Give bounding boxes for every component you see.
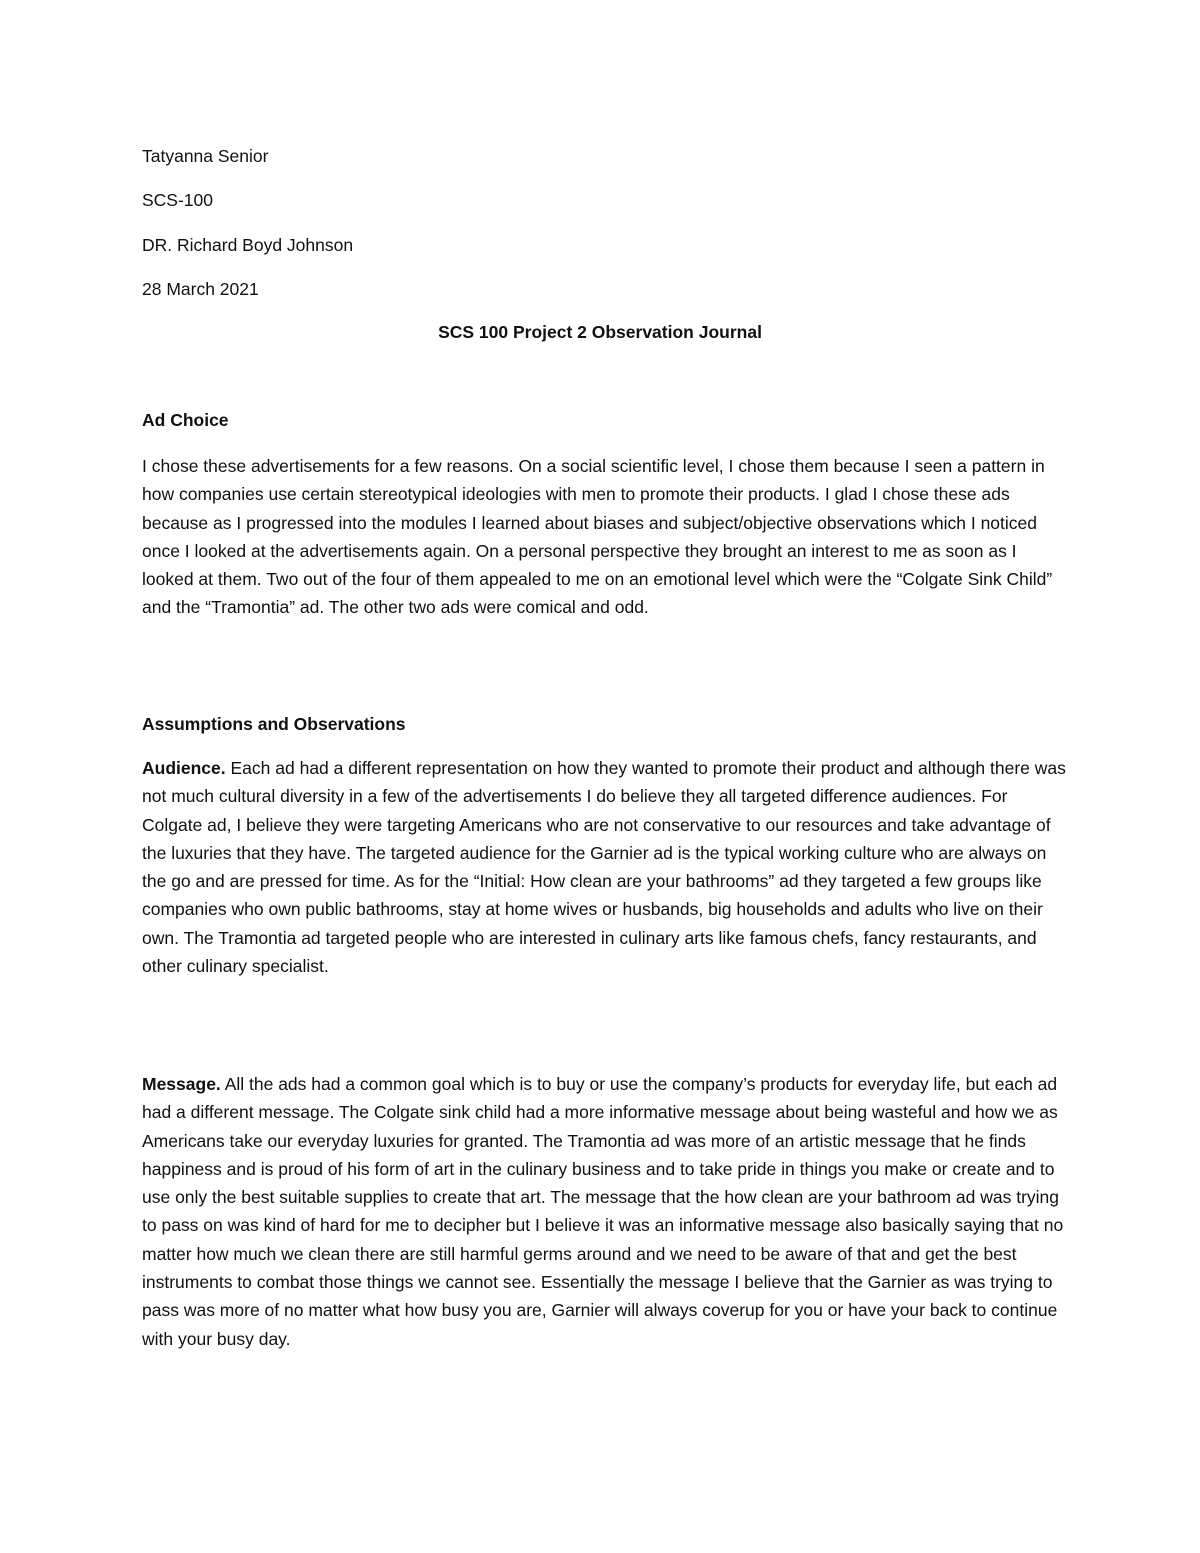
assumptions-heading: Assumptions and Observations <box>142 714 406 734</box>
document-date: 28 March 2021 <box>142 279 259 299</box>
course-code: SCS-100 <box>142 190 214 210</box>
message-lead: Message. <box>142 1074 221 1094</box>
message-paragraph <box>142 1070 1067 1353</box>
audience-paragraph <box>142 754 1067 980</box>
instructor-name: DR. Richard Boyd Johnson <box>142 235 354 255</box>
ad-choice-heading: Ad Choice <box>142 410 229 430</box>
audience-body: Each ad had a different representation on how they wanted to promote their product and although there was not much cultural diversity in a few of the advertisements I do believe they all targeted difference audiences. For Colgate ad, I believe they were targeting Americans who are not conservative to our resources and take advantage of the luxuries that they have. The targeted audience for the Garnier ad is the typical working culture who are always on the go and are pressed for time. As for the “Initial: How clean are your bathrooms” ad they targeted a few groups like companies who own public bathrooms, stay at home wives or husbands, big households and adults who live on their own. The Tramontia ad targeted people who are interested in culinary arts like famous chefs, fancy restaurants, and other culinary specialist. <box>142 758 1066 977</box>
ad-choice-paragraph: I chose these advertisements for a few reasons. On a social scientific level, I chose them because I seen a pattern in how companies use certain stereotypical ideologies with men to promote their products. I glad I chose these ads because as I progressed into the modules I learned about biases and subject/objective observations which I noticed once I looked at the advertisements again. On a personal perspective they brought an interest to me as soon as I looked at them. Two out of the four of them appealed to me on an emotional level which were the “Colgate Sink Child” and the “Tramontia” ad. The other two ads were comical and odd. <box>142 456 1053 618</box>
audience-lead: Audience. <box>142 758 226 778</box>
message-body: All the ads had a common goal which is to buy or use the company’s products for everyday life, but each ad had a different message. The Colgate sink child had a more informative message about being wasteful and how we as Americans take our everyday luxuries for granted. The Tramontia ad was more of an artistic message that he finds happiness and is proud of his form of art in the culinary business and to take pride in things you make or create and to use only the best suitable supplies to create that art. The message that the how clean are your bathroom ad was trying to pass on was kind of hard for me to decipher but I believe it was an informative message also basically saying that no matter how much we clean there are still harmful germs around and we need to be aware of that and get the best instruments to combat those things we cannot see. Essentially the message I believe that the Garnier as was trying to pass was more of no matter what how busy you are, Garnier will always coverup for you or have your back to continue with your busy day. <box>142 1074 1064 1349</box>
author-name: Tatyanna Senior <box>142 146 269 166</box>
document-title: SCS 100 Project 2 Observation Journal <box>438 322 762 342</box>
